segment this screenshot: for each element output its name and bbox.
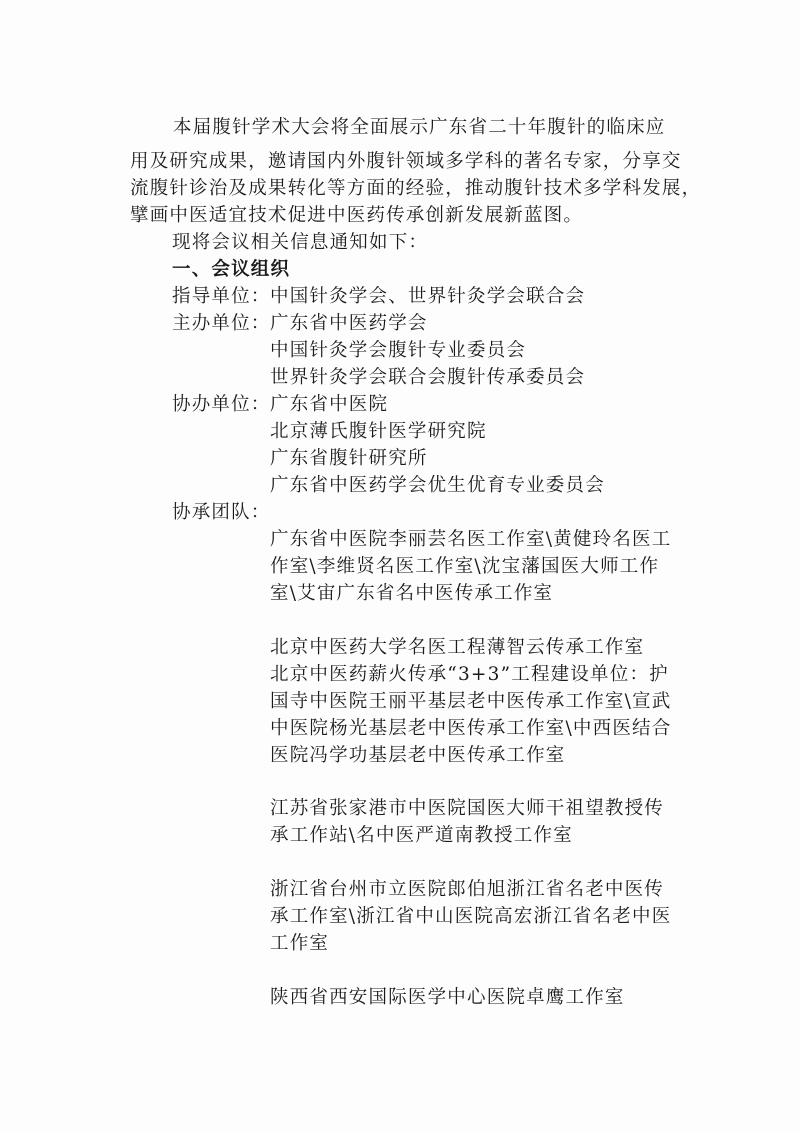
co-host-item: 广东省腹针研究所 xyxy=(270,448,428,469)
host-item: 广东省中医药学会 xyxy=(270,313,428,334)
team-line: 室\艾宙广东省名中医传承工作室 xyxy=(270,583,554,604)
team-line: 浙江省台州市立医院郎伯旭浙江省名老中医传 xyxy=(270,879,665,900)
team-line: 江苏省张家港市中医院国医大师干祖望教授传 xyxy=(270,798,665,819)
team-line: 北京中医药薪火传承“3+3”工程建设单位：护 xyxy=(270,664,669,685)
guidance-label: 指导单位： xyxy=(172,286,271,307)
host-label: 主办单位： xyxy=(172,313,271,334)
team-line: 作室\李维贤名医工作室\沈宝藩国医大师工作 xyxy=(270,556,660,577)
team-line: 承工作室\浙江省中山医院高宏浙江省名老中医 xyxy=(270,906,672,927)
co-host-item: 广东省中医院 xyxy=(270,394,389,415)
co-host-item: 北京薄氏腹针医学研究院 xyxy=(270,421,487,442)
team-line: 承工作站\名中医严道南教授工作室 xyxy=(270,825,573,846)
co-host-label: 协办单位： xyxy=(172,394,271,415)
section-heading: 一、会议组织 xyxy=(172,259,291,280)
co-host-item: 广东省中医药学会优生优育专业委员会 xyxy=(270,475,605,496)
team-line: 国寺中医院王丽平基层老中医传承工作室\宣武 xyxy=(270,691,672,712)
intro-line-2: 用及研究成果，邀请国内外腹针领域多学科的著名专家，分享交 xyxy=(130,151,682,172)
intro-line-3: 流腹针诊治及成果转化等方面的经验，推动腹针技术多学科发展， xyxy=(130,178,702,199)
host-item: 世界针灸学会联合会腹针传承委员会 xyxy=(270,367,586,388)
team-line: 工作室 xyxy=(270,933,330,954)
team-line: 中医院杨光基层老中医传承工作室\中西医结合 xyxy=(270,718,672,739)
host-item: 中国针灸学会腹针专业委员会 xyxy=(270,340,527,361)
team-line: 广东省中医院李丽芸名医工作室\黄健玲名医工 xyxy=(270,529,672,550)
team-line: 陕西省西安国际医学中心医院卓鹰工作室 xyxy=(270,987,625,1008)
intro-line-4: 擘画中医适宜技术促进中医药传承创新发展新蓝图。 xyxy=(130,205,584,226)
team-line: 医院冯学功基层老中医传承工作室 xyxy=(270,745,566,766)
notice-line: 现将会议相关信息通知如下： xyxy=(172,232,429,253)
team-line: 北京中医药大学名医工程薄智云传承工作室 xyxy=(270,637,645,658)
intro-line-1: 本届腹针学术大会将全面展示广东省二十年腹针的临床应 xyxy=(173,117,666,138)
guidance-value: 中国针灸学会、世界针灸学会联合会 xyxy=(270,286,586,307)
team-label: 协承团队： xyxy=(172,502,271,523)
